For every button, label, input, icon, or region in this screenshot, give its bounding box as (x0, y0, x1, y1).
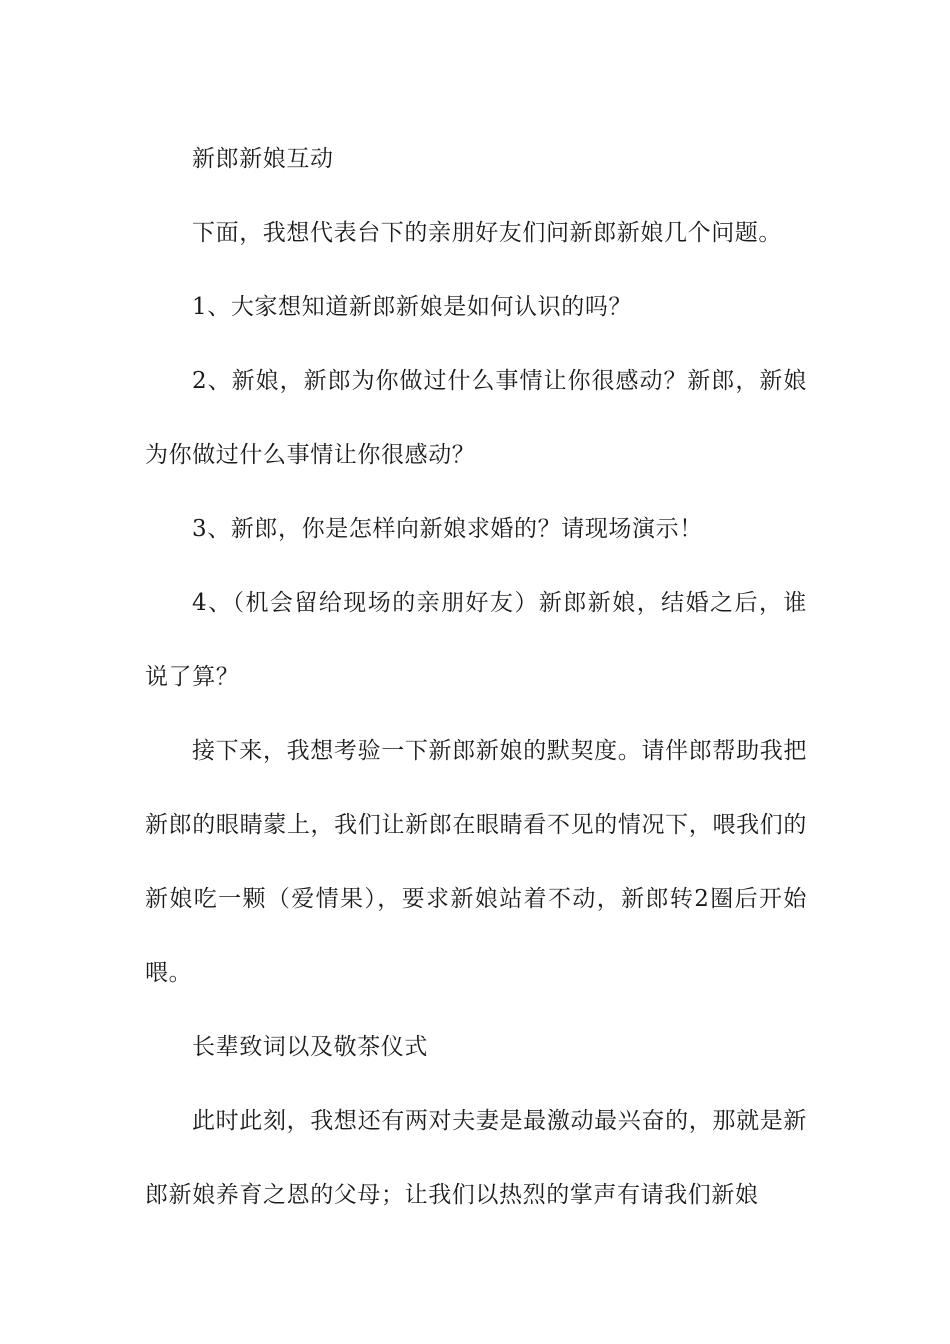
paragraph-parents-invitation: 此时此刻，我想还有两对夫妻是最激动最兴奋的，那就是新郎新娘养育之恩的父母；让我们以热烈的掌声有请我们新娘 (145, 1108, 807, 1208)
question-3: 3、新郎，你是怎样向新娘求婚的？请现场演示！ (192, 516, 703, 542)
question-1: 1、大家想知道新郎新娘是如何认识的吗？ (192, 294, 633, 320)
paragraph-blindfold-game: 接下来，我想考验一下新郎新娘的默契度。请伴郎帮助我把新郎的眼睛蒙上，我们让新郎在眼睛看不见的情况下，喂我们的新娘吃一颗（爱情果），要求新娘站着不动，新郎转2圈后开始喂。 (145, 738, 807, 986)
paragraph-intro-questions: 下面，我想代表台下的亲朋好友们问新郎新娘几个问题。 (192, 220, 782, 246)
section-heading-elder-speech: 长辈致词以及敬茶仪式 (192, 1034, 428, 1060)
document-body (145, 122, 807, 1232)
section-heading-couple-interaction: 新郎新娘互动 (192, 146, 334, 172)
question-2: 2、新娘，新郎为你做过什么事情让你很感动？新郎，新娘为你做过什么事情让你很感动？ (145, 368, 807, 468)
question-4: 4、（机会留给现场的亲朋好友）新郎新娘，结婚之后，谁说了算？ (145, 590, 807, 690)
